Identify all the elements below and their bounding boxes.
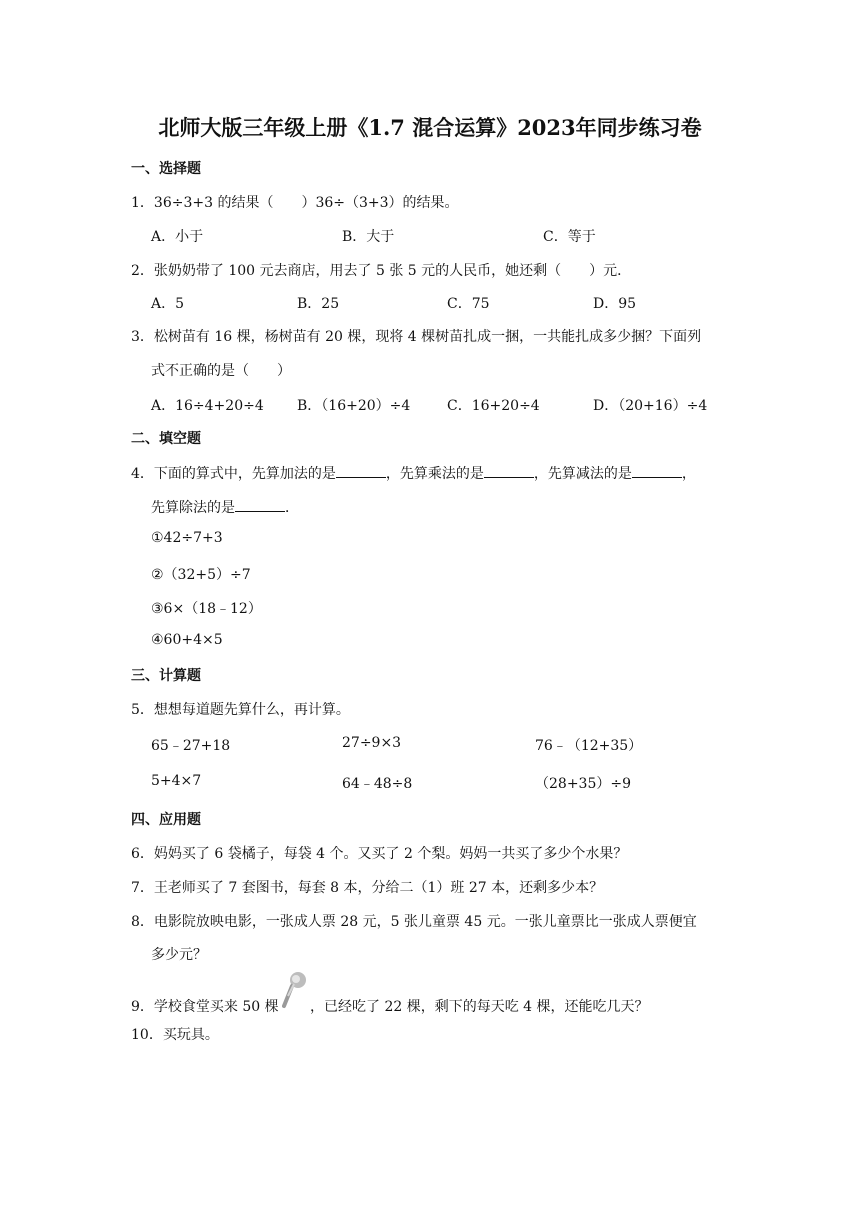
q1-option-a: A．小于 <box>151 229 204 245</box>
q4-blank-multiplication[interactable] <box>484 463 534 478</box>
question-9-before: 9．学校食堂买来 50 棵 <box>131 999 279 1015</box>
q5-expr-4: 5+4×7 <box>151 773 202 789</box>
q3-option-d: D．（20+16）÷4 <box>593 398 708 414</box>
question-2-text: 2．张奶奶带了 100 元去商店，用去了 5 张 5 元的人民币，她还剩（ ）元． <box>131 263 632 279</box>
q4-item-1: ①42÷7+3 <box>151 530 223 546</box>
question-8-line2: 多少元？ <box>151 947 207 963</box>
section-heading-choice: 一、选择题 <box>131 161 201 177</box>
question-7-text: 7．王老师买了 7 套图书，每套 8 本，分给二（1）班 27 本，还剩多少本？ <box>131 880 604 896</box>
question-3-text-line2: 式不正确的是（ ） <box>151 363 291 379</box>
section-heading-fill-blank: 二、填空题 <box>131 431 201 447</box>
q4-line2-b: ． <box>285 500 299 516</box>
q4-item-2: ②（32+5）÷7 <box>151 567 251 583</box>
question-3-text-line1: 3．松树苗有 16 棵，杨树苗有 20 棵，现将 4 棵树苗扎成一捆，一共能扎成多少捆？下面列 <box>131 329 702 345</box>
section-heading-calculation: 三、计算题 <box>131 668 201 684</box>
q5-expr-3: 76﹣（12+35） <box>535 738 643 754</box>
question-10-text: 10．买玩具。 <box>131 1027 219 1043</box>
page-title: 北师大版三年级上册《1.7 混合运算》2023年同步练习卷 <box>158 115 702 140</box>
q5-expr-2: 27÷9×3 <box>342 735 402 751</box>
q5-expr-1: 65﹣27+18 <box>151 738 231 754</box>
question-8-line1: 8．电影院放映电影，一张成人票 28 元，5 张儿童票 45 元。一张儿童票比一张成人票便宜 <box>131 914 697 930</box>
q4-part-a: 4．下面的算式中，先算加法的是 <box>131 466 336 482</box>
question-5-text: 5．想想每道题先算什么，再计算。 <box>131 702 350 718</box>
q4-item-4: ④60+4×5 <box>151 632 223 648</box>
q4-part-d: ， <box>681 466 696 482</box>
question-4-line1 <box>131 463 696 483</box>
cabbage-icon <box>282 970 308 1010</box>
q2-option-b: B．25 <box>297 296 340 312</box>
q3-option-c: C．16+20÷4 <box>447 398 540 414</box>
q4-line2-a: 先算除法的是 <box>151 500 235 516</box>
q4-part-b: ，先算乘法的是 <box>385 466 484 482</box>
question-4-line2 <box>151 497 299 517</box>
q2-option-a: A．5 <box>151 296 185 312</box>
q1-option-b: B．大于 <box>342 229 395 245</box>
question-6-text: 6．妈妈买了 6 袋橘子，每袋 4 个。又买了 2 个梨。妈妈一共买了多少个水果？ <box>131 846 628 862</box>
question-9-after: ，已经吃了 22 棵，剩下的每天吃 4 棵，还能吃几天？ <box>310 999 649 1015</box>
q5-expr-6: （28+35）÷9 <box>535 776 631 792</box>
q3-option-b: B．（16+20）÷4 <box>297 398 411 414</box>
q4-part-c: ，先算减法的是 <box>533 466 632 482</box>
q2-option-c: C．75 <box>447 296 490 312</box>
q2-option-d: D．95 <box>593 296 637 312</box>
question-1-text: 1．36÷3+3 的结果（ ）36÷（3+3）的结果。 <box>131 195 459 211</box>
q4-blank-division[interactable] <box>235 497 285 512</box>
q4-blank-subtraction[interactable] <box>632 463 682 478</box>
q4-item-3: ③6×（18﹣12） <box>151 601 262 617</box>
q4-blank-addition[interactable] <box>336 463 386 478</box>
q3-option-a: A．16÷4+20÷4 <box>151 398 264 414</box>
q1-option-c: C．等于 <box>543 229 596 245</box>
q5-expr-5: 64﹣48÷8 <box>342 776 413 792</box>
section-heading-word-problems: 四、应用题 <box>131 812 201 828</box>
